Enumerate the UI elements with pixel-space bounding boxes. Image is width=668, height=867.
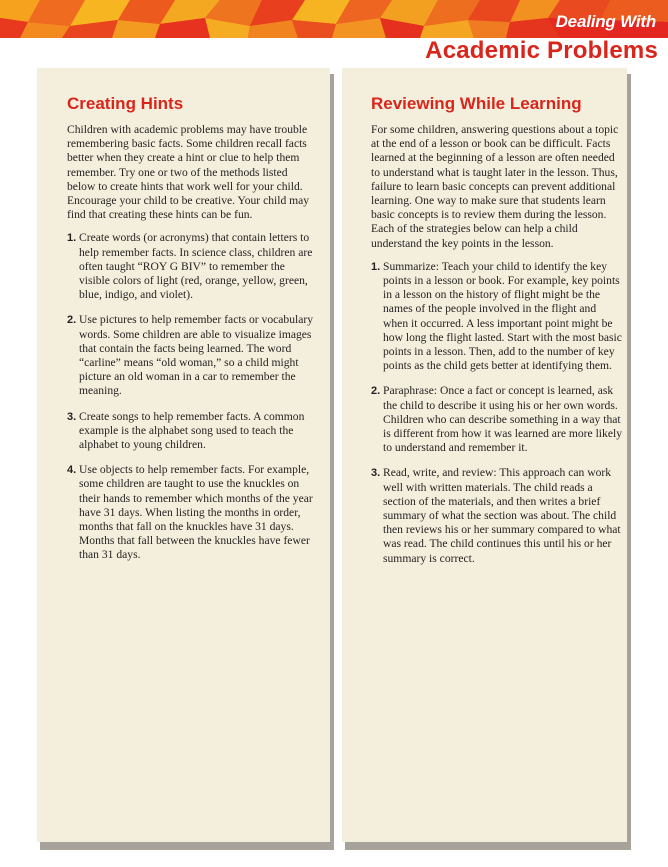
list-item <box>371 260 623 374</box>
item-number: 2. <box>371 385 381 398</box>
list-item <box>67 410 315 453</box>
item-number: 1. <box>67 232 77 245</box>
item-number: 3. <box>371 467 381 480</box>
item-number: 1. <box>371 260 381 273</box>
list-item <box>67 313 315 398</box>
list-item <box>67 463 315 562</box>
section-intro: For some children, answering questions about a topic at the end of a lesson or book can be difficult. Facts learned at the beginning of a lesson are often needed to understand what is taught later in the lesson. Thus, failure to learn basic concepts can prevent additional learning. One way to make sure that students learn basic concepts is to review them during the lesson. Each of the strategies below can help a child understand the key points in the lesson. <box>371 123 619 250</box>
item-number: 2. <box>67 314 77 327</box>
strategy-list <box>371 260 623 566</box>
creating-hints-section <box>67 94 315 574</box>
item-text: Use pictures to help remember facts or vocabulary words. Some children are able to visualize images that contain the facts being learned. The word “carline” means “old woman,” so a child might picture an old woman in a car to remember the meaning. <box>79 313 314 398</box>
item-number: 4. <box>67 464 77 477</box>
hint-list <box>67 231 315 562</box>
item-text: Summarize: Teach your child to identify the key points in a lesson or book. For example, key points in a lesson on the history of flight might be the names of the people involved in the flight and when it occurred. A less important point might be how long the flight lasted. Start with the most basic points in a lesson. Then, add to the number of key points as the child gets better at identifying them. <box>383 259 622 373</box>
section-heading: Reviewing While Learning <box>371 94 582 113</box>
header-subtitle: Dealing With <box>555 12 656 31</box>
item-text: Paraphrase: Once a fact or concept is learned, ask the child to describe it using his or her own words. Children who can describe something in a way that is different from how it was learned are more likely to understand and remember it. <box>383 384 622 455</box>
section-intro: Children with academic problems may have trouble remembering basic facts. Some children recall facts better when they create a hint or clue to help them remember. Try one or two of the methods listed below to create hints that work well for your child. Encourage your child to be creative. Your child may find that creating these hints can be fun. <box>67 123 310 222</box>
item-text: Read, write, and review: This approach can work well with written materials. The child reads a section of the materials, and then writes a brief summary of what the section was about. The child then reviews his or her summary compared to what was read. The child continues this until his or her summary is correct. <box>383 466 621 565</box>
list-item <box>67 231 315 302</box>
item-text: Use objects to help remember facts. For example, some children are taught to use the knuckles on their hands to remember which months of the year have 31 days. When listing the months in order, months that fall on the knuckles have 31 days. Months that fall between the knuckles have fewer than 31 days. <box>79 463 313 562</box>
item-text: Create songs to help remember facts. A common example is the alphabet song used to teach the alphabet to young children. <box>79 409 305 452</box>
list-item <box>371 384 623 455</box>
section-heading: Creating Hints <box>67 94 184 113</box>
item-text: Create words (or acronyms) that contain letters to help remember facts. In science class, children are often taught “ROY G BIV” to remember the visible colors of light (red, orange, yellow, green, blue, indigo, and violet). <box>79 231 313 302</box>
item-number: 3. <box>67 410 77 423</box>
header-banner <box>0 0 668 38</box>
reviewing-section <box>371 94 623 577</box>
list-item <box>371 466 623 565</box>
page-title: Academic Problems <box>425 37 658 64</box>
